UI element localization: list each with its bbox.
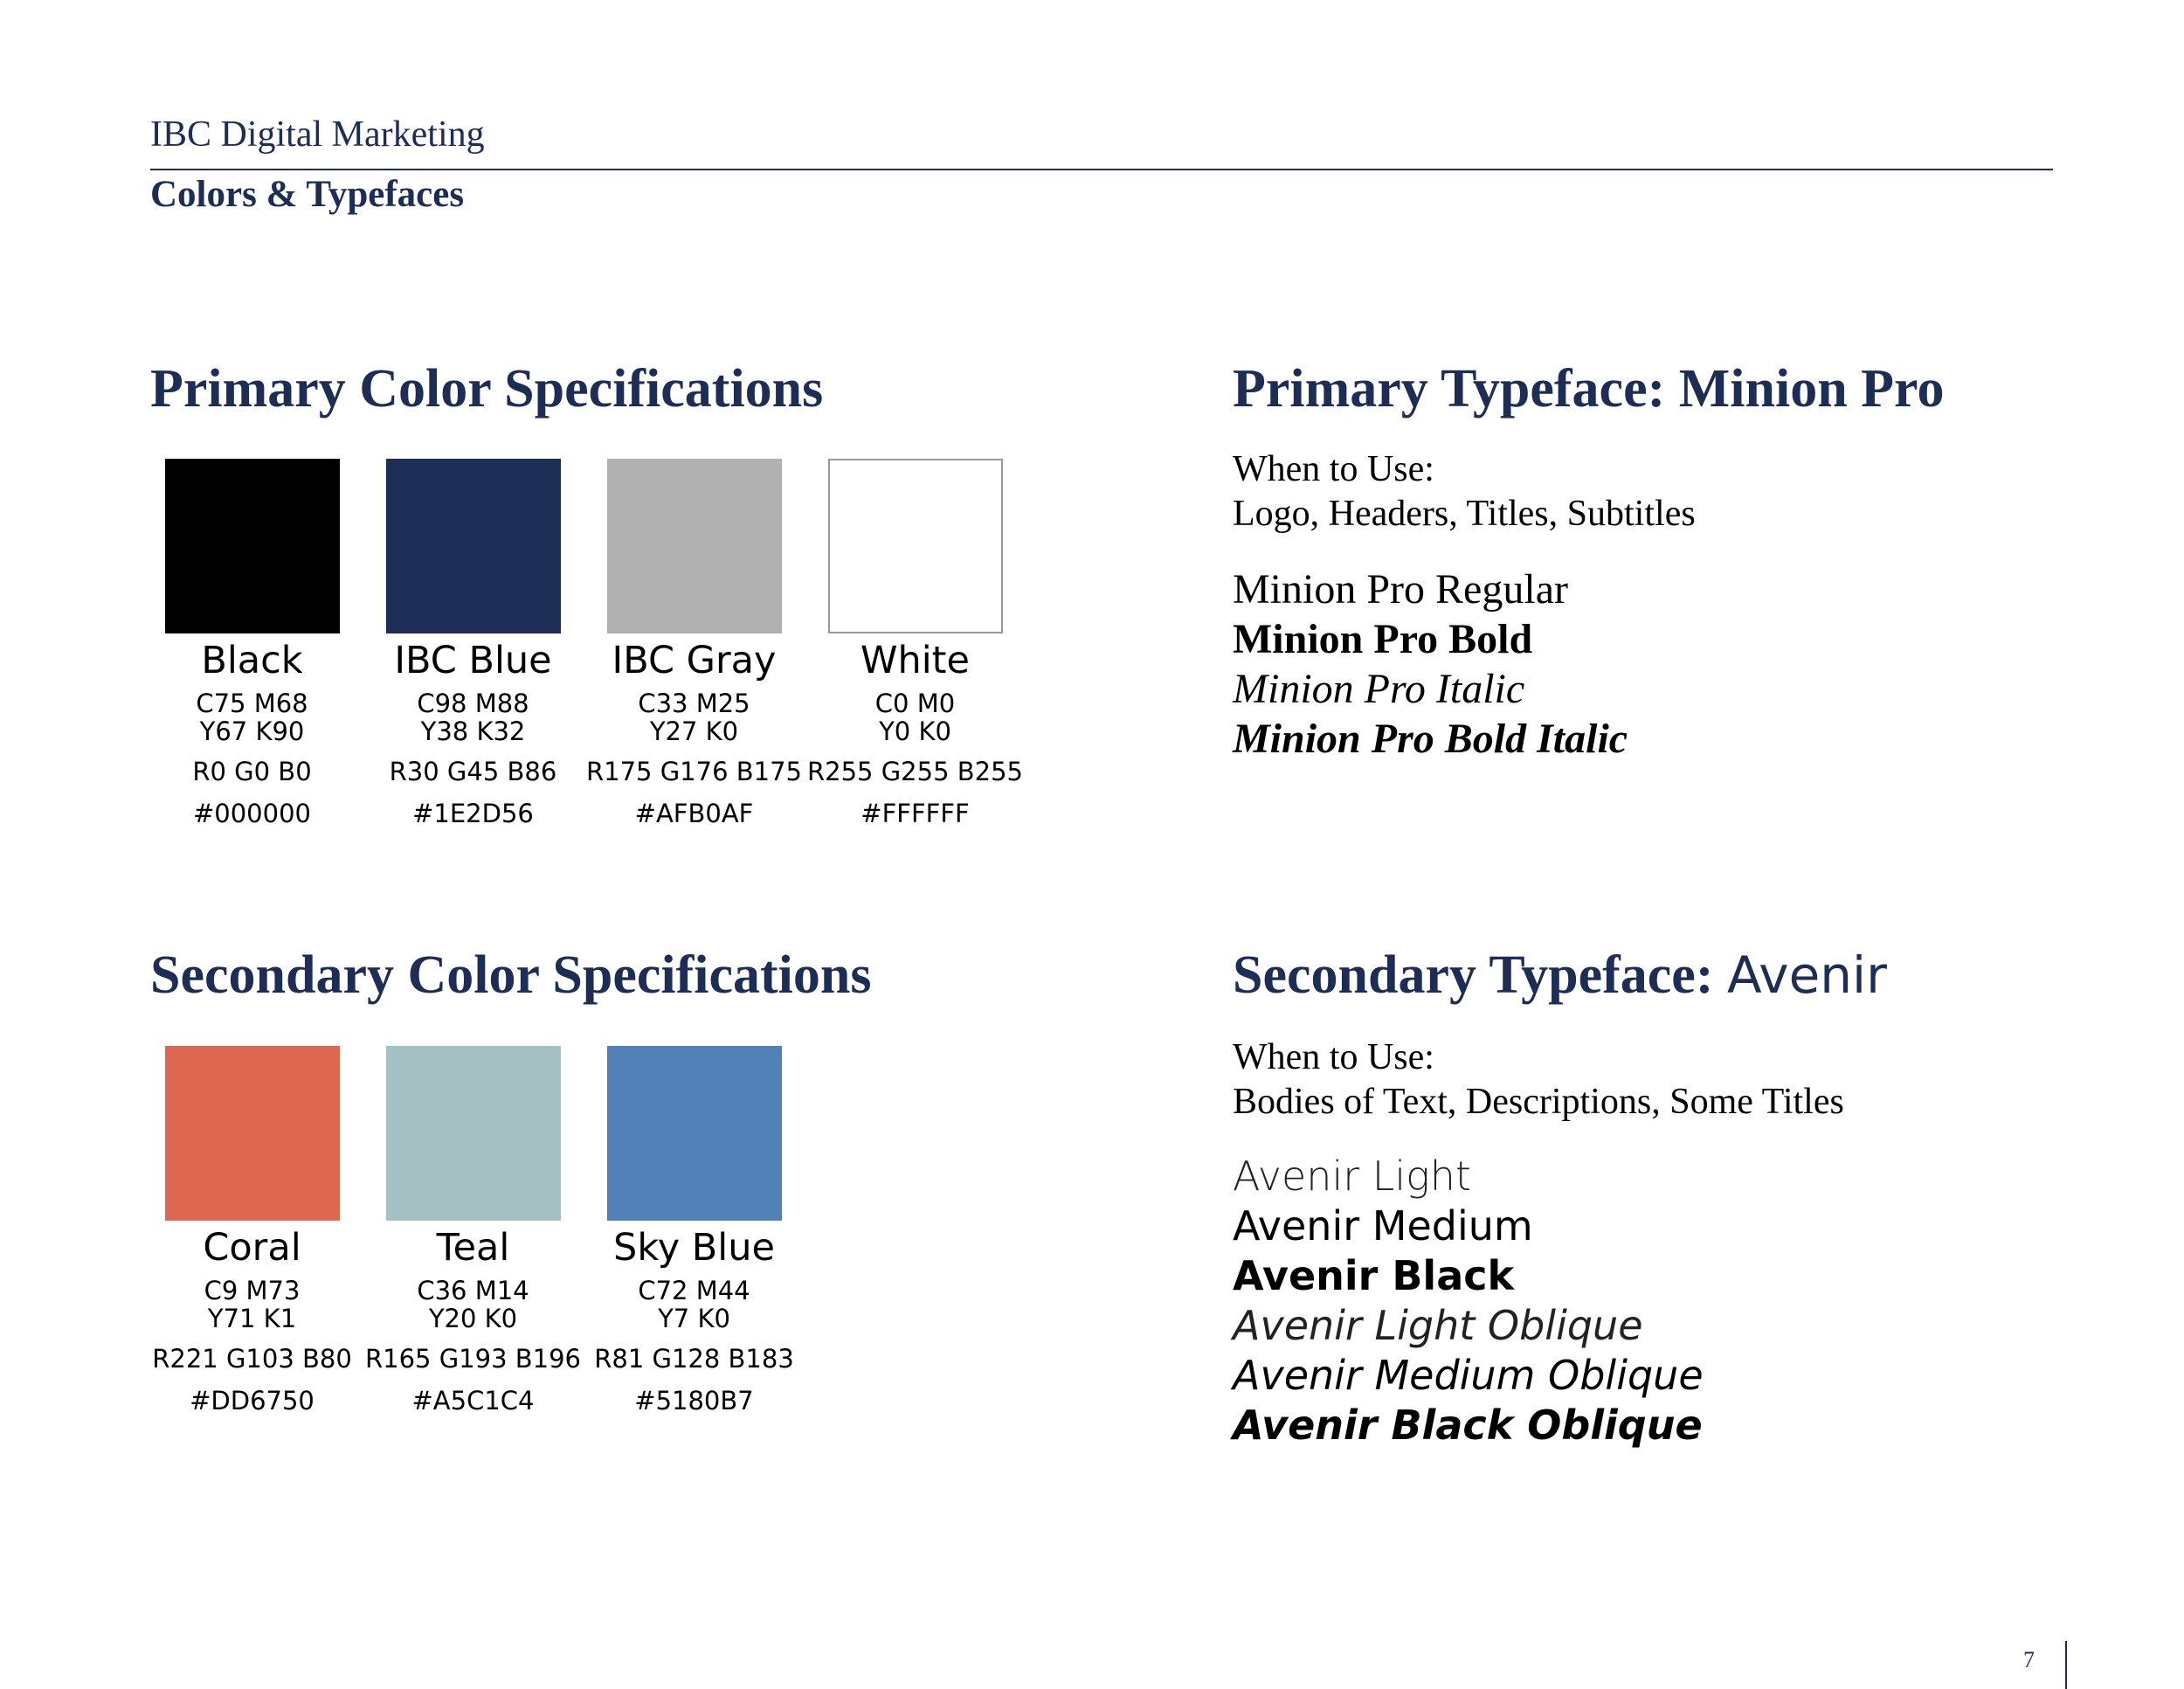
color-chip (386, 459, 561, 633)
swatch-name: White (860, 639, 971, 682)
cmyk-line-1: C72 M44 (638, 1275, 750, 1305)
cmyk-line-2: Y27 K0 (649, 716, 739, 746)
color-chip (607, 1046, 782, 1221)
usage-text: Bodies of Text, Descriptions, Some Titles (1233, 1082, 1844, 1122)
primary-color-swatches (142, 459, 1026, 827)
swatch-black (142, 459, 363, 827)
sample-black-oblique: Avenir Black Oblique (1233, 1402, 1703, 1449)
swatch-cmyk (204, 1277, 301, 1333)
primary-color-title: Primary Color Specifications (150, 359, 824, 419)
swatch-name: IBC Gray (612, 639, 777, 682)
swatch-rgb: R30 G45 B86 (389, 756, 557, 786)
cmyk-line-2: Y67 K90 (199, 716, 305, 746)
secondary-typeface-samples (1233, 1152, 1704, 1450)
secondary-typeface-usage (1233, 1035, 1844, 1125)
color-chip (165, 1046, 340, 1221)
swatch-hex: #DD6750 (190, 1385, 314, 1416)
primary-typeface-title (1233, 358, 1944, 420)
sample-bold-italic: Minion Pro Bold Italic (1233, 716, 1628, 762)
usage-label: When to Use: (1233, 449, 1434, 489)
swatch-hex: #000000 (192, 798, 311, 828)
sample-regular: Minion Pro Regular (1233, 566, 1568, 613)
typeface-title-name: Avenir (1726, 945, 1887, 1005)
usage-label: When to Use: (1233, 1037, 1434, 1077)
secondary-color-title: Secondary Color Specifications (150, 945, 872, 1005)
swatch-hex: #A5C1C4 (411, 1385, 535, 1416)
cmyk-line-1: C36 M14 (417, 1275, 529, 1305)
swatch-coral (142, 1046, 363, 1415)
swatch-cmyk (638, 1277, 750, 1333)
swatch-rgb: R221 G103 B80 (152, 1343, 352, 1374)
color-chip (828, 459, 1003, 633)
swatch-cmyk (417, 689, 529, 745)
sample-light: Avenir Light (1233, 1153, 1471, 1200)
cmyk-line-1: C0 M0 (874, 688, 956, 718)
typeface-title-prefix: Primary Typeface: (1233, 359, 1666, 419)
swatch-name: Coral (203, 1226, 301, 1270)
typeface-title-name: Minion Pro (1678, 359, 1945, 419)
cmyk-line-2: Y20 K0 (428, 1303, 518, 1333)
swatch-cmyk (417, 1277, 529, 1333)
swatch-rgb: R165 G193 B196 (364, 1343, 581, 1374)
sample-light-oblique: Avenir Light Oblique (1233, 1302, 1643, 1349)
color-chip (386, 1046, 561, 1221)
cmyk-line-2: Y71 K1 (207, 1303, 297, 1333)
swatch-name: Black (201, 639, 303, 682)
typeface-title-prefix: Secondary Typeface: (1233, 945, 1714, 1005)
swatch-white (805, 459, 1026, 827)
secondary-typeface-title (1233, 945, 1887, 1007)
sample-italic: Minion Pro Italic (1233, 666, 1525, 712)
brand-title: IBC Digital Marketing (150, 114, 485, 155)
swatch-hex: #FFFFFF (860, 798, 970, 828)
sample-bold: Minion Pro Bold (1233, 616, 1533, 662)
cmyk-line-2: Y7 K0 (658, 1303, 730, 1333)
usage-text: Logo, Headers, Titles, Subtitles (1233, 494, 1696, 534)
swatch-name: IBC Blue (394, 639, 552, 682)
page-subtitle: Colors & Typefaces (150, 174, 465, 215)
swatch-hex: #AFB0AF (634, 798, 754, 828)
sample-medium-oblique: Avenir Medium Oblique (1233, 1352, 1704, 1399)
header-divider (150, 169, 2053, 170)
swatch-ibc-gray (584, 459, 805, 827)
primary-typeface-usage (1233, 447, 1696, 536)
secondary-color-swatches (142, 1046, 805, 1415)
swatch-name: Sky Blue (613, 1226, 775, 1270)
page-number-divider (2065, 1641, 2067, 1689)
page-number: 7 (2023, 1647, 2035, 1672)
cmyk-line-1: C75 M68 (196, 688, 308, 718)
swatch-teal (363, 1046, 584, 1415)
cmyk-line-2: Y0 K0 (879, 716, 951, 746)
swatch-hex: #1E2D56 (412, 798, 534, 828)
swatch-cmyk (875, 689, 955, 745)
swatch-rgb: R81 G128 B183 (594, 1343, 794, 1374)
swatch-cmyk (638, 689, 750, 745)
cmyk-line-2: Y38 K32 (420, 716, 526, 746)
swatch-name: Teal (436, 1226, 510, 1270)
swatch-rgb: R255 G255 B255 (806, 756, 1023, 786)
primary-typeface-samples (1233, 564, 1628, 764)
swatch-cmyk (196, 689, 308, 745)
swatch-ibc-blue (363, 459, 584, 827)
cmyk-line-1: C9 M73 (204, 1275, 301, 1305)
cmyk-line-1: C33 M25 (638, 688, 750, 718)
color-chip (607, 459, 782, 633)
cmyk-line-1: C98 M88 (417, 688, 529, 718)
swatch-rgb: R175 G176 B175 (585, 756, 802, 786)
swatch-hex: #5180B7 (634, 1385, 754, 1416)
swatch-sky-blue (584, 1046, 805, 1415)
color-chip (165, 459, 340, 633)
sample-black: Avenir Black (1233, 1252, 1515, 1299)
sample-medium: Avenir Medium (1233, 1202, 1533, 1249)
swatch-rgb: R0 G0 B0 (192, 756, 312, 786)
